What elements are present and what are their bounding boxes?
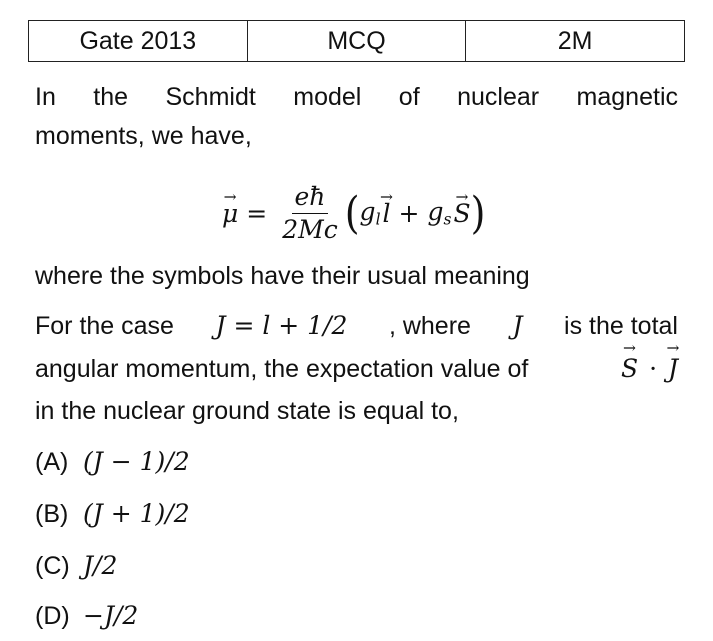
case-line-3: in the nuclear ground state is equal to,: [35, 397, 459, 425]
s-vector: → S: [453, 199, 470, 228]
case-text-b: , where: [388, 312, 471, 340]
mu-vector: → μ: [222, 199, 238, 228]
right-paren: ): [470, 187, 486, 239]
option-b[interactable]: [35, 496, 190, 532]
option-d-label: (D): [35, 602, 70, 630]
fraction: [279, 182, 341, 245]
option-c-label: (C): [35, 552, 70, 580]
question-type-cell: MCQ: [247, 21, 466, 62]
option-a-label: (A): [35, 448, 69, 476]
l-vector: → l: [383, 199, 391, 228]
equals-sign: =: [246, 198, 268, 228]
header-table: [28, 20, 685, 62]
s-vector-inline: → S: [621, 350, 638, 388]
fraction-numerator: eħ: [292, 182, 329, 214]
intro-line-1: In the Schmidt model of nuclear magnetic: [35, 83, 678, 111]
exam-cell: Gate 2013: [29, 21, 248, 62]
option-a[interactable]: [35, 444, 190, 480]
option-c[interactable]: [35, 548, 117, 584]
dot-operator: ·: [649, 354, 658, 383]
g-l-symbol: $g_l$: [359, 197, 381, 229]
magnetic-moment-formula: [222, 178, 485, 248]
case-line-2: [35, 350, 678, 388]
intro-line-2: moments, we have,: [35, 122, 252, 150]
left-paren: (: [344, 187, 360, 239]
g-s-symbol: $g_s$: [427, 197, 452, 229]
plus-sign: +: [398, 198, 420, 228]
symbols-note: where the symbols have their usual meaning: [35, 262, 530, 290]
option-d-expr: −J/2: [83, 601, 139, 630]
case-text-c: is the total: [564, 312, 678, 340]
option-b-label: (B): [35, 500, 69, 528]
option-b-expr: (J + 1)/2: [83, 499, 190, 528]
case-text-a: For the case: [35, 312, 174, 340]
option-c-expr: J/2: [83, 551, 118, 580]
case-j-symbol: J: [512, 311, 523, 340]
option-d[interactable]: [35, 598, 138, 634]
header-row: [29, 21, 685, 62]
j-vector-inline: → J: [668, 350, 678, 388]
case-line-1: [35, 307, 678, 345]
fraction-denominator: 2Mc: [282, 214, 338, 244]
option-a-expr: (J − 1)/2: [83, 447, 190, 476]
marks-cell: 2M: [466, 21, 685, 62]
case-line-2-text: angular momentum, the expectation value of: [35, 355, 529, 383]
s-dot-j-expression: [621, 350, 678, 388]
case-condition: J = l + 1/2: [215, 311, 348, 340]
